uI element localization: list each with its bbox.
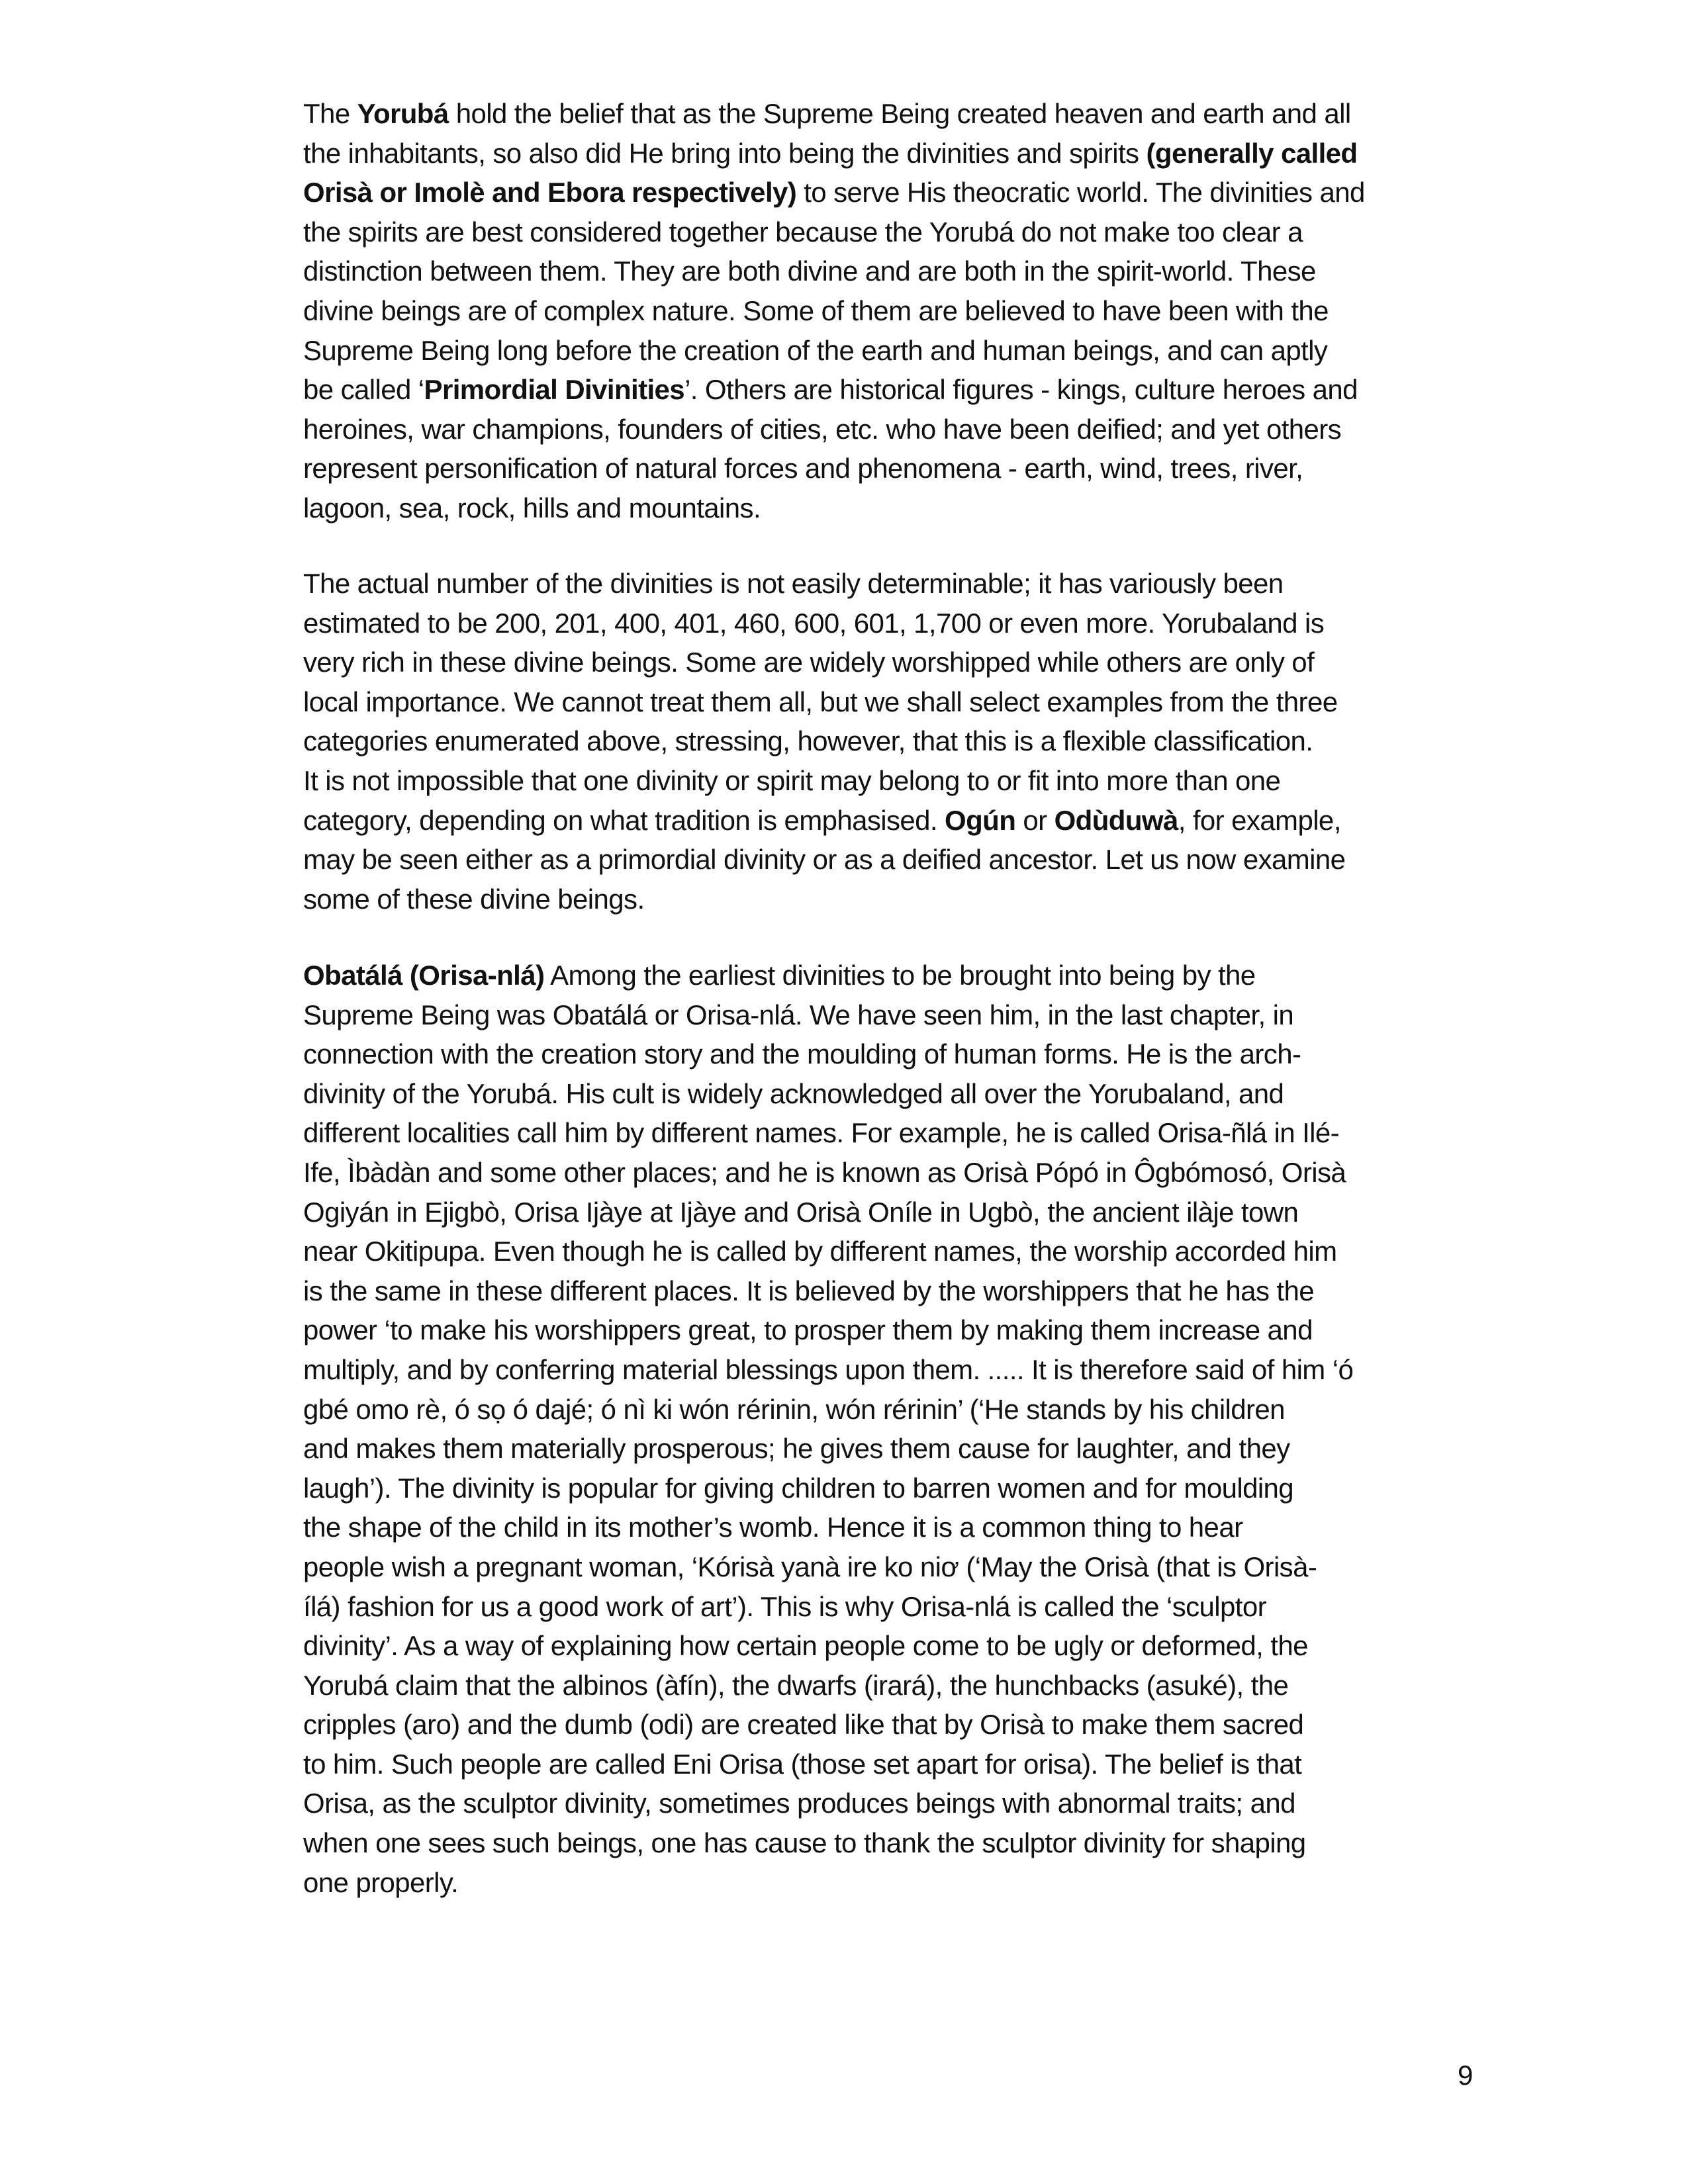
bold-text: Ogún: [945, 804, 1016, 836]
text-segment: ílá) fashion for us a good work of art’). This is why Orisa-nlá is called the ‘sculptor: [303, 1590, 1266, 1622]
text-line: [303, 1232, 1561, 1271]
text-segment: is the same in these different places. It is believed by the worshippers that he has the: [303, 1275, 1314, 1306]
text-segment: the shape of the child in its mother’s womb. Hence it is a common thing to hear: [303, 1512, 1243, 1543]
text-line: [303, 956, 1561, 995]
text-segment: Yorubá claim that the albinos (àfín), the dwarfs (irará), the hunchbacks (asuké), the: [303, 1669, 1289, 1701]
text-line: [303, 1429, 1561, 1469]
text-segment: near Okitipupa. Even though he is called by different names, the worship accorded him: [303, 1236, 1337, 1267]
text-segment: The: [303, 98, 357, 129]
text-segment: heroines, war champions, founders of cities, etc. who have been deified; and yet others: [303, 413, 1342, 445]
text-line: [303, 1193, 1561, 1232]
text-segment: different localities call him by different names. For example, he is called Orisa-ñlá in Ilé-: [303, 1117, 1340, 1149]
text-segment: gbé omo rè, ó sọ ó dajé; ó nì ki wón rérinin, wón rérinin’ (‘He stands by his children: [303, 1393, 1285, 1425]
text-line: [303, 1034, 1561, 1074]
text-line: [303, 880, 1561, 919]
text-line: [303, 1113, 1561, 1153]
text-line: [303, 331, 1561, 371]
text-segment: divinity of the Yorubá. His cult is widely acknowledged all over the Yorubaland, and: [303, 1077, 1284, 1109]
text-segment: very rich in these divine beings. Some are widely worshipped while others are only of: [303, 647, 1315, 678]
text-line: [303, 995, 1561, 1035]
text-line: [303, 94, 1561, 134]
bold-text: Primordial Divinities: [424, 374, 685, 406]
text-segment: to serve His theocratic world. The divinities and: [796, 177, 1365, 208]
text-line: [303, 410, 1561, 449]
text-segment: Ife, Ìbàdàn and some other places; and he is known as Orisà Pópó in Ôgbómosó, Orisà: [303, 1156, 1346, 1188]
text-line: [303, 682, 1561, 722]
text-line: [303, 1469, 1561, 1508]
text-line: [303, 643, 1561, 682]
text-line: [303, 1784, 1561, 1823]
text-segment: Ogiyán in Ejigbò, Orisa Ijàye at Ijàye and Orisà Oníle in Ugbò, the ancient ilàje town: [303, 1196, 1299, 1228]
text-line: [303, 801, 1561, 841]
text-segment: estimated to be 200, 201, 400, 401, 460, 600, 601, 1,700 or even more. Yorubaland is: [303, 607, 1325, 639]
text-segment: when one sees such beings, one has cause to thank the sculptor divinity for shaping: [303, 1827, 1306, 1859]
text-line: [303, 1350, 1561, 1390]
text-segment: the spirits are best considered together because the Yorubá do not make too clear a: [303, 216, 1303, 248]
bold-text: Orisà or Imolè and Ebora respectively): [303, 177, 797, 208]
text-line: [303, 721, 1561, 761]
text-segment: one properly.: [303, 1866, 459, 1898]
text-line: [303, 1310, 1561, 1350]
text-line: [303, 1587, 1561, 1627]
text-segment: divinity’. As a way of explaining how certain people come to be ugly or deformed, the: [303, 1630, 1308, 1662]
text-segment: , for example,: [1178, 804, 1341, 836]
bold-text: Yorubá: [357, 98, 449, 129]
text-segment: ’. Others are historical figures - kings, culture heroes and: [684, 374, 1358, 406]
text-segment: categories enumerated above, stressing, however, that this is a flexible classification.: [303, 725, 1313, 757]
text-segment: some of these divine beings.: [303, 883, 645, 915]
text-line: [303, 1508, 1561, 1547]
text-line: [303, 1705, 1561, 1745]
text-segment: The actual number of the divinities is not easily determinable; it has variously been: [303, 568, 1284, 599]
text-segment: cripples (aro) and the dumb (odi) are created like that by Orisà to make them sacred: [303, 1709, 1304, 1741]
text-segment: laugh’). The divinity is popular for giving children to barren women and for moulding: [303, 1472, 1294, 1504]
text-line: [303, 1153, 1561, 1193]
text-line: [303, 212, 1561, 252]
text-segment: connection with the creation story and the moulding of human forms. He is the arch-: [303, 1038, 1301, 1070]
text-segment: Supreme Being was Obatálá or Orisa-nlá. We have seen him, in the last chapter, in: [303, 999, 1294, 1030]
paragraph-yoruba-belief: [303, 94, 1561, 528]
text-line: [303, 1745, 1561, 1784]
text-segment: category, depending on what tradition is emphasised.: [303, 804, 945, 836]
text-segment: Among the earliest divinities to be brought into being by the: [544, 960, 1256, 991]
text-segment: lagoon, sea, rock, hills and mountains.: [303, 492, 761, 523]
text-segment: or: [1015, 804, 1055, 836]
text-line: [303, 173, 1561, 212]
text-line: [303, 1626, 1561, 1666]
text-line: [303, 840, 1561, 880]
text-segment: people wish a pregnant woman, ‘Kórisà yanà ire ko niơ (‘May the Orisà (that is Orisà-: [303, 1551, 1317, 1582]
text-line: [303, 604, 1561, 643]
text-segment: the inhabitants, so also did He bring into being the divinities and spirits: [303, 137, 1147, 169]
text-segment: divine beings are of complex nature. Some of them are believed to have been with the: [303, 295, 1329, 326]
text-segment: be called ‘: [303, 374, 424, 406]
text-line: [303, 370, 1561, 410]
text-segment: to him. Such people are called Eni Orisa (those set apart for orisa). The belief is that: [303, 1748, 1302, 1780]
text-line: [303, 1547, 1561, 1587]
text-line: [303, 251, 1561, 291]
page-number: 9: [1458, 2060, 1474, 2091]
text-line: [303, 134, 1561, 173]
text-line: [303, 564, 1561, 604]
bold-text: Obatálá (Orisa-nlá): [303, 960, 545, 991]
text-line: [303, 1074, 1561, 1114]
text-segment: multiply, and by conferring material blessings upon them. ..... It is therefore said of him ‘ó: [303, 1353, 1354, 1385]
bold-text: Odùduwà: [1054, 804, 1178, 836]
bold-text: (generally called: [1146, 137, 1358, 169]
text-segment: hold the belief that as the Supreme Being created heaven and earth and all: [448, 98, 1351, 129]
paragraph-obatala: [303, 956, 1561, 1902]
text-segment: may be seen either as a primordial divinity or as a deified ancestor. Let us now examine: [303, 844, 1346, 876]
text-line: [303, 761, 1561, 801]
text-segment: and makes them materially prosperous; he gives them cause for laughter, and they: [303, 1433, 1290, 1465]
text-segment: local importance. We cannot treat them all, but we shall select examples from the three: [303, 686, 1338, 717]
text-segment: power ‘to make his worshippers great, to prosper them by making them increase and: [303, 1314, 1313, 1346]
text-segment: Supreme Being long before the creation of the earth and human beings, and can aptly: [303, 334, 1328, 366]
text-segment: distinction between them. They are both divine and are both in the spirit-world. These: [303, 255, 1316, 287]
text-segment: Orisa, as the sculptor divinity, sometimes produces beings with abnormal traits; and: [303, 1788, 1295, 1819]
text-line: [303, 291, 1561, 331]
text-line: [303, 1823, 1561, 1863]
text-line: [303, 1863, 1561, 1903]
text-line: [303, 1666, 1561, 1706]
text-line: [303, 1390, 1561, 1430]
text-segment: represent personification of natural forces and phenomena - earth, wind, trees, river,: [303, 453, 1303, 484]
text-line: [303, 488, 1561, 528]
paragraph-number-of-divinities: [303, 564, 1561, 919]
text-segment: It is not impossible that one divinity or spirit may belong to or fit into more than one: [303, 764, 1281, 796]
text-line: [303, 1271, 1561, 1311]
text-line: [303, 449, 1561, 488]
